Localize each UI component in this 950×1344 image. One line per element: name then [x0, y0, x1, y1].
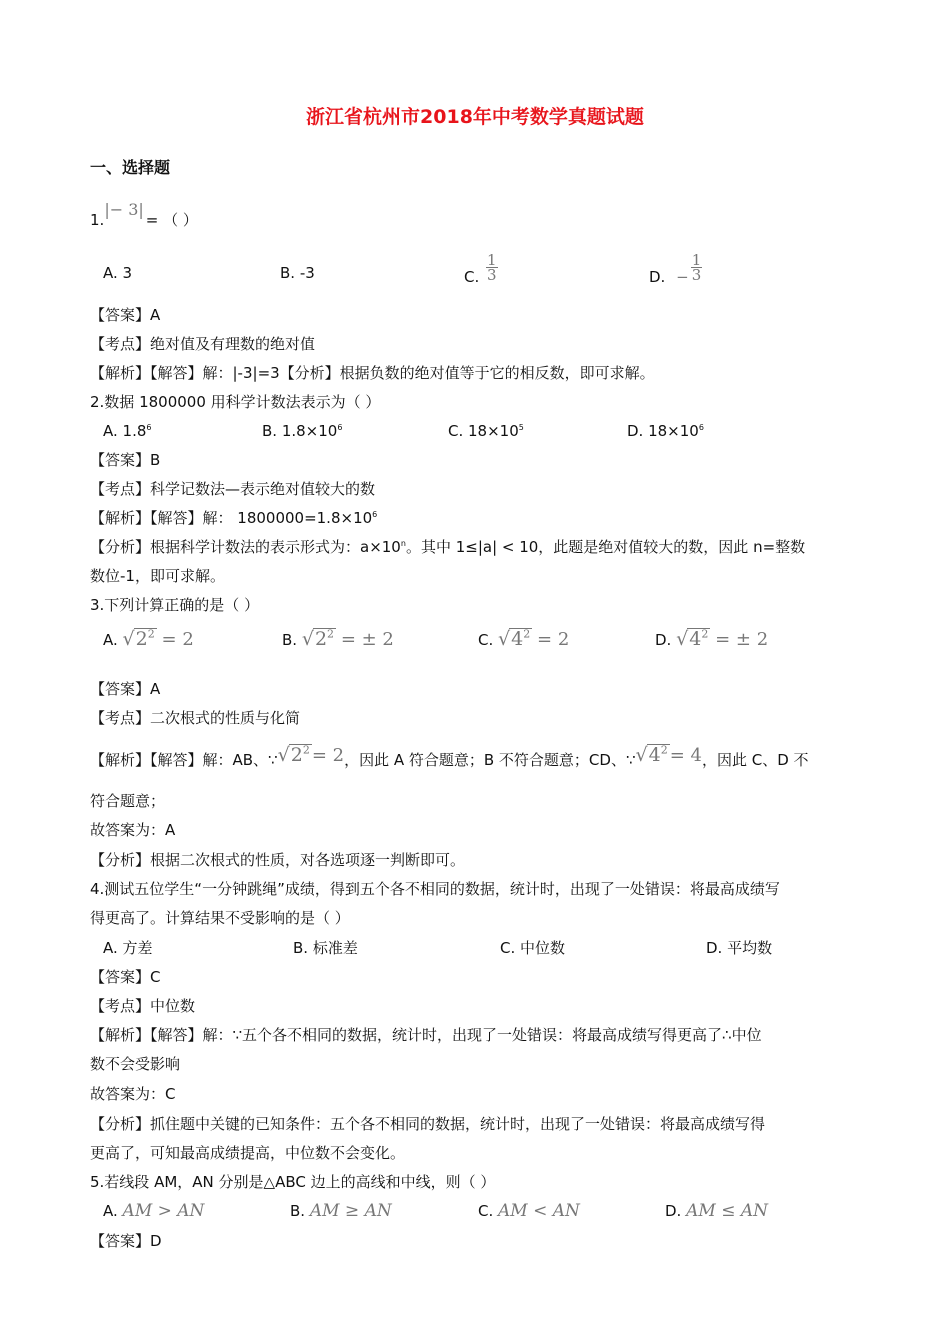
q4-option-a: A. 方差 [103, 939, 153, 957]
q4-option-b: B. 标准差 [293, 939, 358, 957]
q2-option-b: B. $1.8\times 10^6$ [262, 422, 343, 440]
q4-point: 【考点】中位数 [90, 997, 196, 1015]
q4-fenxi: 【分析】抓住题中关键的已知条件：五个各不相同的数据，统计时，出现了一处错误：将最高成绩写得 [90, 1115, 766, 1133]
q5-stem: 5.若线段 AM，AN 分别是△ABC 边上的高线和中线，则（ ） [90, 1173, 496, 1191]
sqrt-expression: $√2^2$ [122, 627, 155, 650]
q2-fenxi: 【分析】根据科学计数法的表示形式为：$a\times 10^n$。其中 1≤|a| < 10，此题是绝对值较大的数，因此 n=整数 [90, 538, 806, 556]
q3-option-c: C. $√4^2 = 2$ [478, 627, 570, 650]
q3-option-d: D. $√4^2$ = ± 2 [655, 627, 769, 650]
q1-option-b: B. -3 [280, 264, 315, 282]
q1-answer: 【答案】A [90, 306, 161, 324]
q3-option-b: B. $√2^2$ = ± 2 [282, 627, 394, 650]
q2-answer: 【答案】B [90, 451, 161, 469]
q2-option-a: A. $1.8^6$ [103, 422, 152, 440]
q5-option-c: C. AM < AN [478, 1201, 580, 1221]
q4-stem-cont: 得更高了。计算结果不受影响的是（ ） [90, 909, 350, 927]
q3-stem: 3.下列计算正确的是（ ） [90, 596, 260, 614]
q1-option-a: A. 3 [103, 264, 133, 282]
section-heading: 一、选择题 [90, 158, 171, 177]
q4-analysis: 【解析】【解答】解：∵五个各不相同的数据，统计时，出现了一处错误：将最高成绩写得更高了∴中位 [90, 1026, 762, 1044]
sqrt-expression: $√4^2$ [498, 627, 531, 650]
q3-answer: 【答案】A [90, 680, 161, 698]
sqrt-expression: $√4^2$ [635, 743, 668, 766]
q2-stem: 2.数据 1800000 用科学计数法表示为（ ） [90, 393, 381, 411]
q5-option-d: D. AM ≤ AN [665, 1201, 768, 1221]
q3-final: 故答案为：A [90, 821, 176, 839]
fraction-one-third: $\frac{1}{3}$ [691, 251, 702, 284]
page-title: 浙江省杭州市2018年中考数学真题试题 [306, 106, 644, 128]
q1-expression: |− 3| [104, 200, 144, 219]
q4-option-d: D. 平均数 [706, 939, 773, 957]
sqrt-expression: $√4^2$ [676, 627, 709, 650]
q5-answer: 【答案】D [90, 1232, 162, 1250]
q2-option-d: D. $18\times 10^6$ [627, 422, 704, 440]
q5-option-a: A. AM > AN [103, 1201, 205, 1221]
q1-option-d: D. − $\frac{1}{3}$ [649, 251, 702, 286]
q4-answer: 【答案】C [90, 968, 161, 986]
q3-option-a: A. $√2^2 = 2$ [103, 627, 194, 650]
q4-analysis-cont: 数不会受影响 [90, 1055, 181, 1073]
q2-point: 【考点】科学记数法—表示绝对值较大的数 [90, 480, 376, 498]
sqrt-expression: $√2^2$ [277, 743, 310, 766]
q1-point: 【考点】绝对值及有理数的绝对值 [90, 335, 316, 353]
q5-option-b: B. AM ≥ AN [290, 1201, 392, 1221]
q1-analysis: 【解析】【解答】解：|-3|=3【分析】根据负数的绝对值等于它的相反数，即可求解。 [90, 364, 655, 382]
q3-analysis: 【解析】【解答】解：AB、$\because√2^2 = 2$，因此 A 符合题意；B 不符合题意；CD、$\because√4^2 = 4$，因此 C、D 不 [90, 743, 809, 769]
q3-fenxi: 【分析】根据二次根式的性质，对各选项逐一判断即可。 [90, 851, 466, 869]
q1-option-c: C. $\frac{1}{3}$ [464, 251, 497, 286]
fraction-one-third: $\frac{1}{3}$ [487, 251, 497, 284]
q4-final: 故答案为：C [90, 1085, 176, 1103]
q4-option-c: C. 中位数 [500, 939, 566, 957]
q2-fenxi-cont: 数位-1，即可求解。 [90, 567, 225, 585]
q2-analysis: 【解析】【解答】解： $1800000=1.8\times 10^6$ [90, 509, 378, 527]
q4-fenxi-cont: 更高了，可知最高成绩提高，中位数不会变化。 [90, 1144, 406, 1162]
q2-option-c: C. $18\times 10^5$ [448, 422, 524, 440]
q3-point: 【考点】二次根式的性质与化简 [90, 709, 301, 727]
sqrt-expression: $√2^2$ [301, 627, 335, 650]
q4-stem: 4.测试五位学生“一分钟跳绳”成绩，得到五个各不相同的数据，统计时，出现了一处错误：将最高成绩写 [90, 880, 780, 898]
q3-analysis-cont: 符合题意； [90, 792, 166, 810]
q1-stem: 1.|− 3|= （ ） [90, 200, 198, 229]
